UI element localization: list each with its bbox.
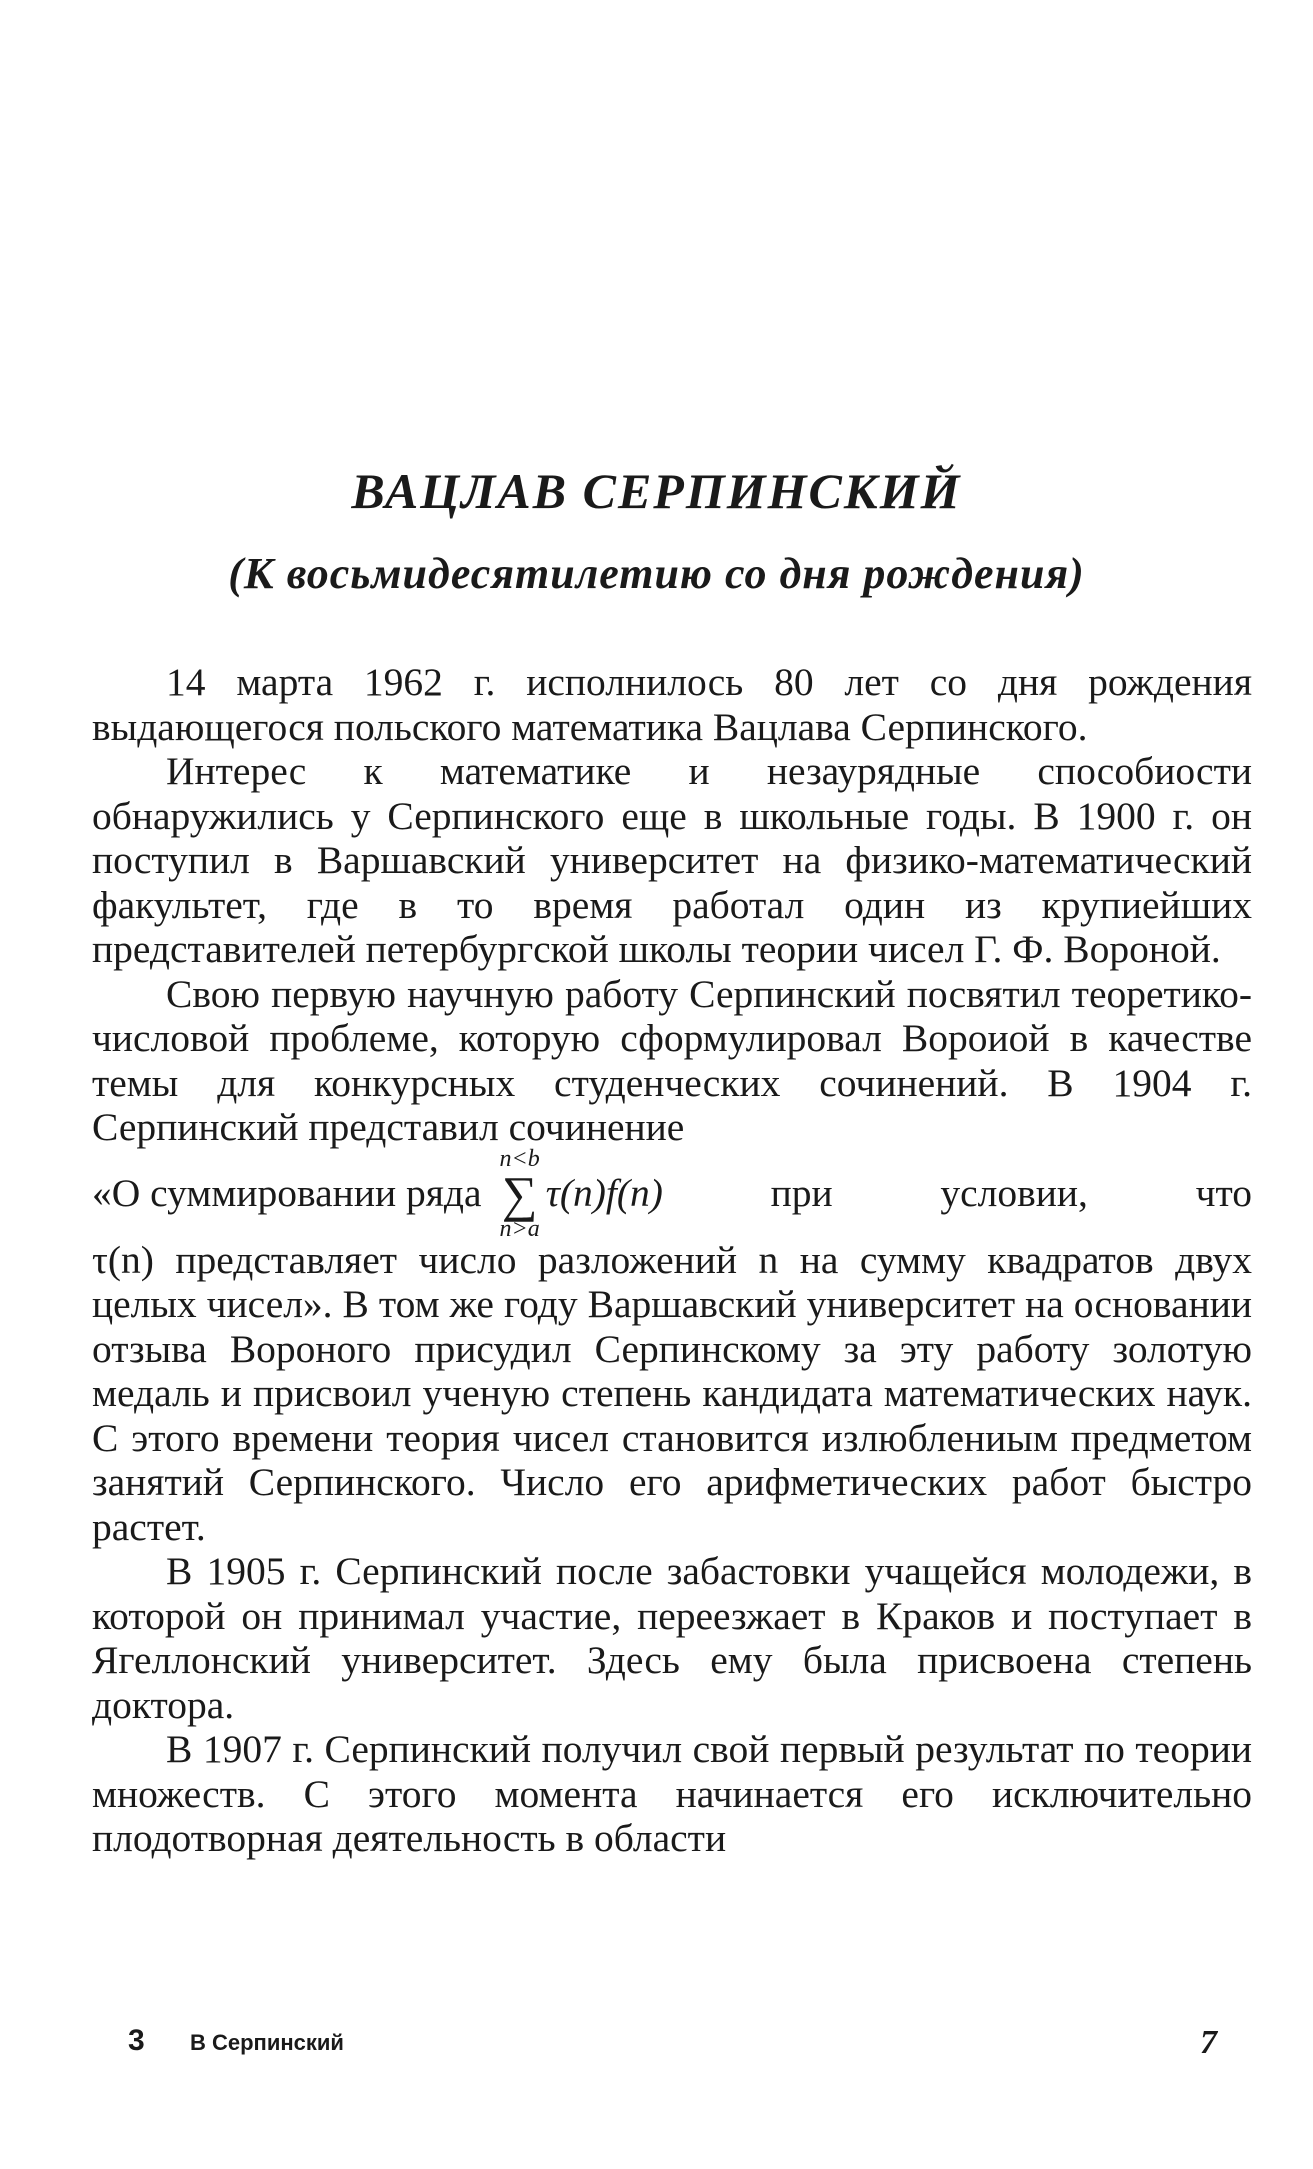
formula-text-before: «О суммировании ряда (92, 1171, 482, 1216)
formula-word-1: при (770, 1171, 833, 1216)
sum-lower-limit: n>a (499, 1215, 540, 1242)
sum-summand: τ(n)f(n) (545, 1171, 663, 1216)
summation-symbol (500, 1147, 540, 1241)
formula-word-2: условии, (940, 1171, 1088, 1216)
paragraph-1: 14 марта 1962 г. исполнилось 80 лет со дня рождения выдающегося польского математика Вацлава Серпинского. (92, 660, 1252, 749)
page-footer (0, 2024, 1313, 2074)
paragraph-5: В 1907 г. Серпинский получил свой первый результат по теории множеств. С этого момента начинается его исключительно плодотворная деятельность в области (92, 1727, 1252, 1860)
formula-left (92, 1147, 663, 1241)
sigma-icon: ∑ (501, 1165, 538, 1222)
paragraph-3-continuation: τ(n) представляет число разложений n на сумму квадратов двух целых чисел». В том же году Варшавский университет на основании отзыва Вороного присудил Серпинскому за эту работу золотую медаль и присвоил ученую степень кандидата математических наук. С этого времени теория чисел становится излюблениым предметом занятий Серпинского. Число его арифметических работ быстро растет. (92, 1237, 1252, 1549)
signature-name: В Серпинский (190, 2030, 344, 2055)
signature-number: 3 (128, 2024, 145, 2057)
formula-word-3: что (1195, 1171, 1252, 1216)
article-title: ВАЦЛАВ СЕРПИНСКИЙ (351, 463, 962, 519)
paragraph-2: Интерес к математике и незаурядные способиости обнаружились у Серпинского еще в школьные годы. В 1900 г. он поступил в Варшавский университет на физико-математический факультет, где в то время работал один из крупиейших представителей петербургской школы теории чисел Г. Ф. Вороной. (92, 749, 1252, 971)
page-number: 7 (1200, 2024, 1217, 2061)
paragraph-4: В 1905 г. Серпинский после забастовки учащейся молодежи, в которой он принимал участие, переезжает в Краков и поступает в Ягеллонский университет. Здесь ему была присвоена степень доктора. (92, 1549, 1252, 1727)
sum-upper-limit: n<b (499, 1145, 540, 1172)
paragraph-3: Свою первую научную работу Серпинский посвятил теоретико-числовой проблеме, которую сформулировал Вороиой в качестве темы для конкурсных студенческих сочинений. В 1904 г. Серпинский представил сочинение (92, 971, 1252, 1149)
article-body (92, 660, 1252, 1861)
article-subtitle: (К восьмидесятилетию со дня рождения) (228, 549, 1085, 598)
